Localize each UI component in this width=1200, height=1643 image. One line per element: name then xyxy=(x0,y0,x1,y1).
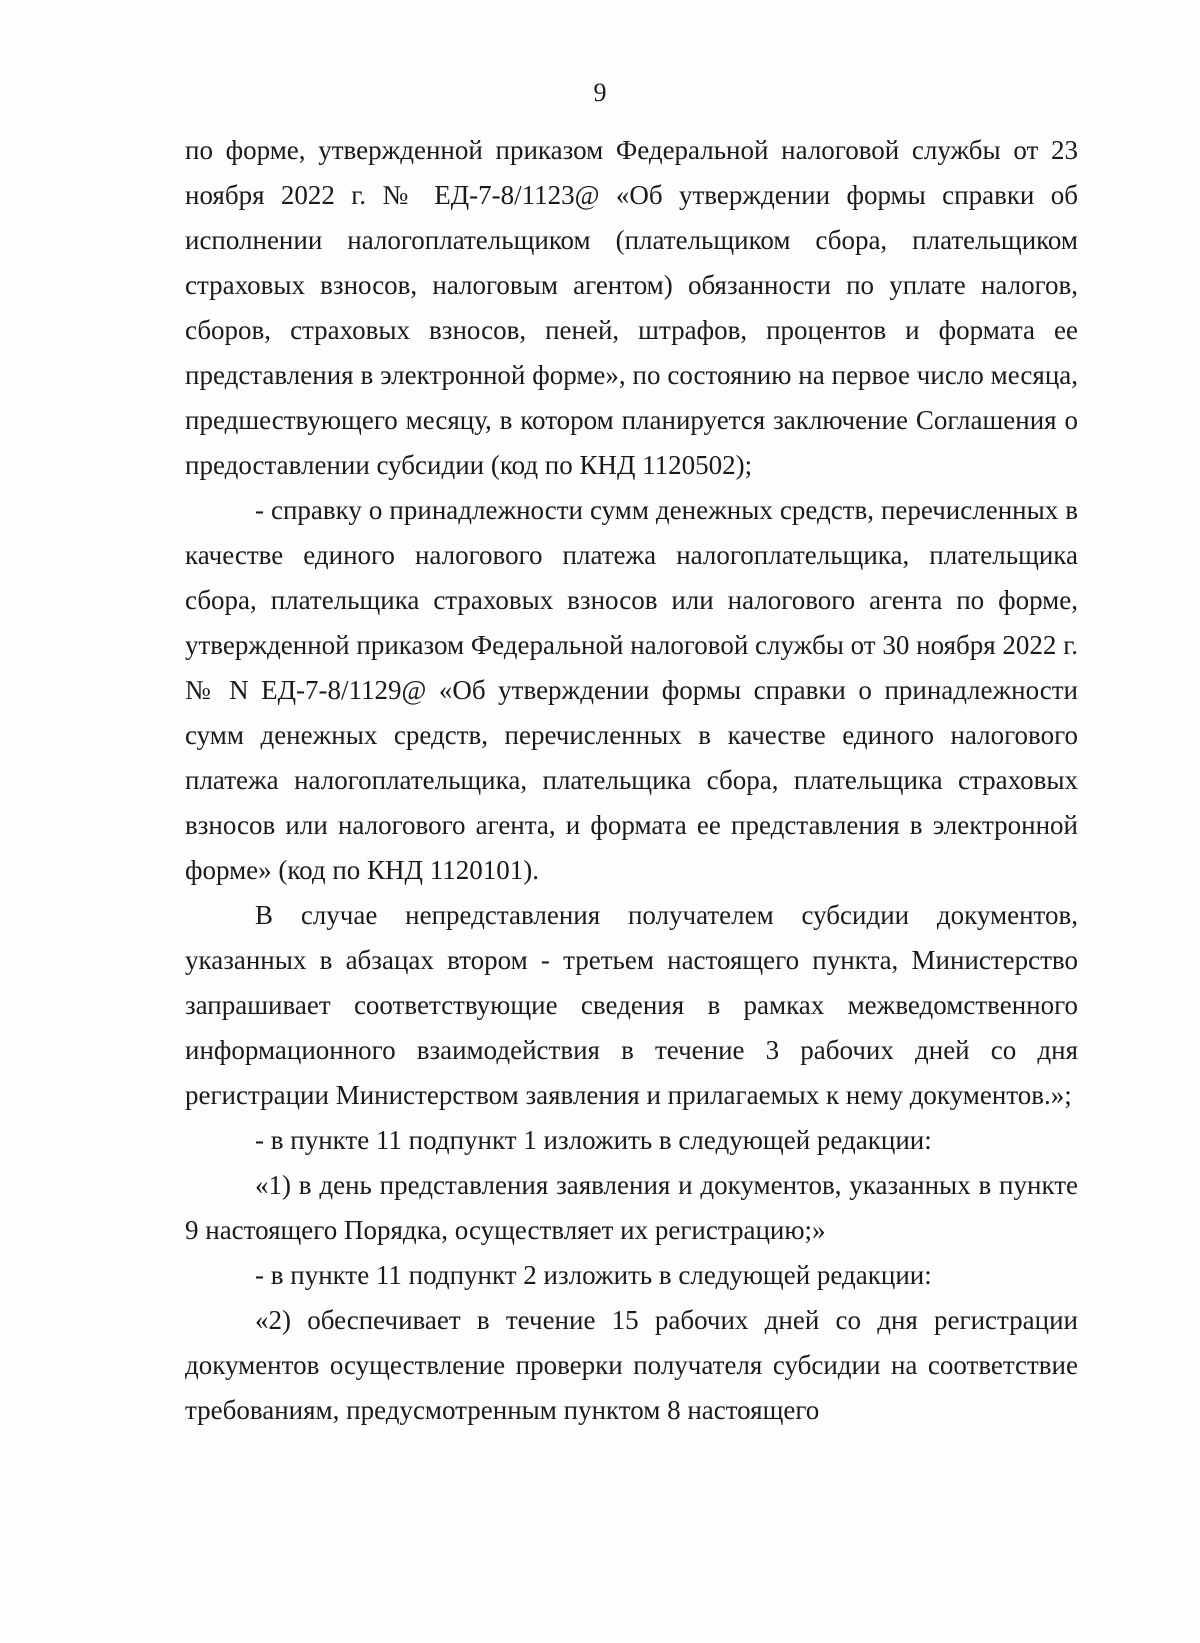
paragraph-clause-11-2-intro: - в пункте 11 подпункт 2 изложить в следующей редакции: xyxy=(255,1260,932,1290)
paragraph-clause-11-1-text: «1) в день представления заявления и документов, указанных в пункте 9 настоящего Порядка, осуществляет их регистрацию;» xyxy=(185,1170,1078,1245)
paragraph-non-submission: В случае непредставления получателем субсидии документов, указанных в абзацах втором - третьем настоящего пункта, Министерство запрашивает соответствующие сведения в рамках межведомственного информационного взаимодействия в течение 3 рабочих дней со дня регистрации Министерством заявления и прилагаемых к нему документов.»; xyxy=(185,900,1078,1110)
paragraph-payment-certificate: - справку о принадлежности сумм денежных средств, перечисленных в качестве единого налогового платежа налогоплательщика, плательщика сбора, плательщика страховых взносов или налогового агента по форме, утвержденной приказом Федеральной налоговой службы от 30 ноября 2022 г. № N ЕД-7-8/1129@ «Об утверждении формы справки о принадлежности сумм денежных средств, перечисленных в качестве единого налогового платежа налогоплательщика, плательщика сбора, плательщика страховых взносов или налогового агента, и формата ее представления в электронной форме» (код по КНД 1120101). xyxy=(185,495,1078,885)
document-body xyxy=(185,128,1078,1433)
paragraph-clause-11-2-text: «2) обеспечивает в течение 15 рабочих дней со дня регистрации документов осуществление проверки получателя субсидии на соответствие требованиям, предусмотренным пунктом 8 настоящего xyxy=(185,1305,1078,1425)
page-number: 9 xyxy=(593,78,607,107)
paragraph-clause-11-1-intro: - в пункте 11 подпункт 1 изложить в следующей редакции: xyxy=(255,1125,932,1155)
paragraph-form-reference: по форме, утвержденной приказом Федеральной налоговой службы от 23 ноября 2022 г. № ЕД-7-8/1123@ «Об утверждении формы справки об исполнении налогоплательщиком (плательщиком сбора, плательщиком страховых взносов, налоговым агентом) обязанности по уплате налогов, сборов, страховых взносов, пеней, штрафов, процентов и формата ее представления в электронной форме», по состоянию на первое число месяца, предшествующего месяцу, в котором планируется заключение Соглашения о предоставлении субсидии (код по КНД 1120502); xyxy=(185,135,1078,480)
